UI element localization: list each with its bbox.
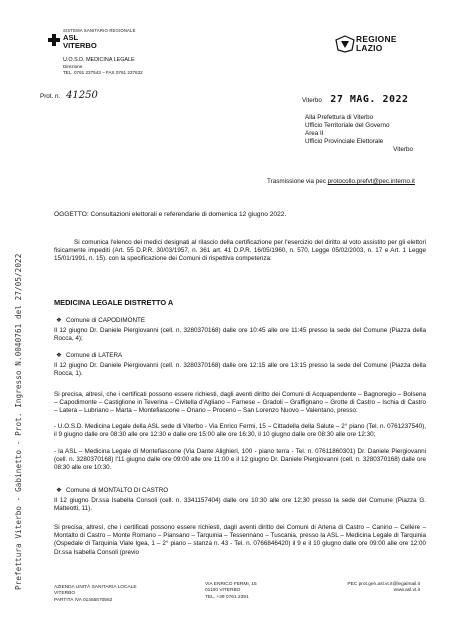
recipients-block bbox=[305, 114, 425, 154]
footer-line: VIA ENRICO FERMI, 15 bbox=[205, 582, 257, 587]
protocol-number bbox=[40, 92, 98, 101]
comune-name: Comune di CAPODIMONTE bbox=[66, 317, 146, 324]
sede-viterbo: - U.O.S.D. Medicina Legale della ASL sede di Viterbo - Via Enrico Fermi, 15 – Cittadella della Salute – 2° piano (Tel. n. 0761237540), il 9 giugno dalle ore 08:30 alle ore 12:30 e dalle ore 15:00 alle ore 16:30, il 10 giugno dalle ore 08:30 alle ore 12:30; bbox=[54, 423, 426, 439]
recipient-line: Viterbo bbox=[393, 146, 413, 153]
recipient-line: Ufficio Provinciale Elettorale bbox=[305, 138, 384, 145]
regione-lazio-text bbox=[356, 35, 397, 52]
asl-header-block bbox=[63, 28, 136, 50]
footer-line: TEL. +39 0761 2391 bbox=[205, 594, 249, 600]
protocol-date bbox=[302, 89, 409, 107]
side-stamp-text: Prefettura Viterbo - Gabinetto - Prot. Ingresso N.0040761 del 27/05/2022 bbox=[14, 253, 23, 590]
asl-logo bbox=[48, 33, 60, 51]
recipient-line: Ufficio Territoriale del Governo bbox=[305, 122, 390, 129]
diamond-bullet-icon: ❖ bbox=[56, 487, 62, 494]
unit-block bbox=[63, 57, 143, 76]
regional-system-label: SISTEMA SANITARIO REGIONALE bbox=[63, 28, 136, 33]
diamond-bullet-icon: ❖ bbox=[56, 317, 62, 324]
footer-pec: PEC prot.gen.asl.vt.it@legalmail.it bbox=[347, 582, 420, 587]
intro-paragraph: Si comunica l'elenco dei medici designati al rilascio della certificazione per l'esercizio del diritto al voto assistito per gli elettori fisicamente impediti (Art. 55 D.P.R. 30/03/1957, n. 361 art. 41 D.P.R. 16/05/1960, n. 570, Legge 05/02/2003, n. 17 e Art. 1 Legge 15/01/1991, n. 15). con la specificazione dei Comuni di rispettiva competenza: bbox=[54, 239, 426, 263]
paragraph-acquapendente: Si precisa, altresì, che i certificati possono essere richiesti, dagli aventi diritto dei Comuni di Acquapendente – Bagnoregio – Bolsena – Capodimonte – Castiglione in Teverina – Civitella d'Agliano – Farnese – Gradoli – Graffignano – Grotte di Castro – Ischia di Castro – Latera – Lubriano – Marta – Montefiascone – Onano – Proceno – San Lorenzo Nuovo – Valentano, presso: bbox=[54, 391, 426, 415]
transmission-line bbox=[267, 178, 415, 186]
comune-text: Il 12 giugno Dr. Daniele Piergiovanni (cell. n. 3280370168) dalle ore 12:15 alle ore 13:15 presso la sede del Comune (Piazza della Rocca, 1). bbox=[54, 362, 426, 378]
footer-website: www.asl.vt.it bbox=[393, 588, 420, 594]
comune-heading bbox=[56, 487, 168, 495]
asl-cross-icon bbox=[48, 34, 60, 46]
paragraph-arlena: Si precisa, altresì, che i certificati possono essere richiesti, dagli aventi diritto dei Comuni di Arlena di Castro – Canino – Cellere – Montalto di Castro – Monte Romano – Piansano – Tarquinia – Tessennano – Tuscania, presso la ASL – Medicina Legale di Tarquinia (Ospedale di Tarquinia Viale Igea, 1 – 2° piano – stanza n. 43 - Tel. n. 0766846420) il 9 e il 10 giugno dalle ore 09:00 alle ore 12:00 Dr.ssa Isabella Consoli (previo bbox=[54, 524, 426, 556]
protocol-side-stamp bbox=[14, 120, 26, 590]
comune-text: Il 12 giugno Dr.ssa Isabella Consoli (cell. n. 3341157404) dalle ore 10:30 alle ore 12:30 presso la sede del Comune (Piazza G. Matteotti, 11). bbox=[54, 497, 426, 513]
protocol-date-value: 27 MAG. 2022 bbox=[330, 94, 409, 105]
subject-line: OGGETTO: Consultazioni elettorali e referendarie di domenica 12 giugno 2022. bbox=[54, 211, 287, 218]
sede-montefiascone: - la ASL – Medicina Legale di Montefiascone (Via Dante Alighieri, 100 - piano terra - Tel. n. 07611860301) Dr. Daniele Piergiovanni (cell. n. 3280370168) l'11 giugno dalle ore 09:00 alle ore 11:00 e il 12 giugno Dr. Daniele Piergiovanni (cell. n. 3280370168) dalle ore 08:30 alle ore 10:30. bbox=[54, 448, 426, 472]
lazio-label: LAZIO bbox=[356, 42, 383, 53]
footer-col-3 bbox=[330, 582, 420, 595]
regione-lazio-emblem-icon bbox=[334, 35, 356, 53]
regione-label: REGIONE bbox=[356, 34, 397, 44]
asl-name: ASL bbox=[63, 33, 79, 42]
protocol-city: Viterbo bbox=[302, 97, 322, 104]
transmission-label: Trasmissione via pec bbox=[267, 178, 326, 185]
protocol-label: Prot. n. bbox=[40, 93, 61, 100]
recipient-line: Alla Prefettura di Viterbo bbox=[305, 114, 374, 121]
comune-heading bbox=[56, 352, 122, 360]
protocol-value: 41250 bbox=[66, 90, 98, 101]
unit-name: U.O.S.D. MEDICINA LEGALE bbox=[63, 57, 135, 63]
footer-col-2 bbox=[205, 582, 257, 601]
footer-line: 01100 VITERBO bbox=[205, 588, 241, 594]
diamond-bullet-icon: ❖ bbox=[56, 352, 62, 359]
regione-lazio-logo bbox=[334, 35, 356, 58]
comune-name: Comune di MONTALTO DI CASTRO bbox=[66, 487, 169, 494]
footer-line: PARTITA IVA 01455570562 bbox=[54, 597, 113, 603]
section-title: MEDICINA LEGALE DISTRETTO A bbox=[54, 298, 174, 307]
footer-line: AZIENDA UNITÀ SANITARIA LOCALE bbox=[54, 585, 137, 590]
comune-heading bbox=[56, 317, 145, 325]
comune-text: Il 12 giugno Dr. Daniele Piergiovanni (cell. n. 3280370168) dalle ore 10:45 alle ore 11:45 presso la sede del Comune (Piazza della Rocca, 4); bbox=[54, 327, 426, 343]
recipient-line: Area II bbox=[305, 130, 324, 137]
unit-direction: Direzione bbox=[63, 63, 83, 69]
unit-phone: TEL. 0761 237543 – FAX 0761 237632 bbox=[63, 69, 143, 75]
footer-col-1 bbox=[54, 585, 137, 604]
footer-line: VITERBO bbox=[54, 591, 76, 597]
asl-city: VITERBO bbox=[63, 41, 97, 50]
comune-name: Comune di LATERA bbox=[66, 352, 123, 359]
transmission-email: protocollo.prefvt@pec.interno.it bbox=[327, 178, 415, 185]
